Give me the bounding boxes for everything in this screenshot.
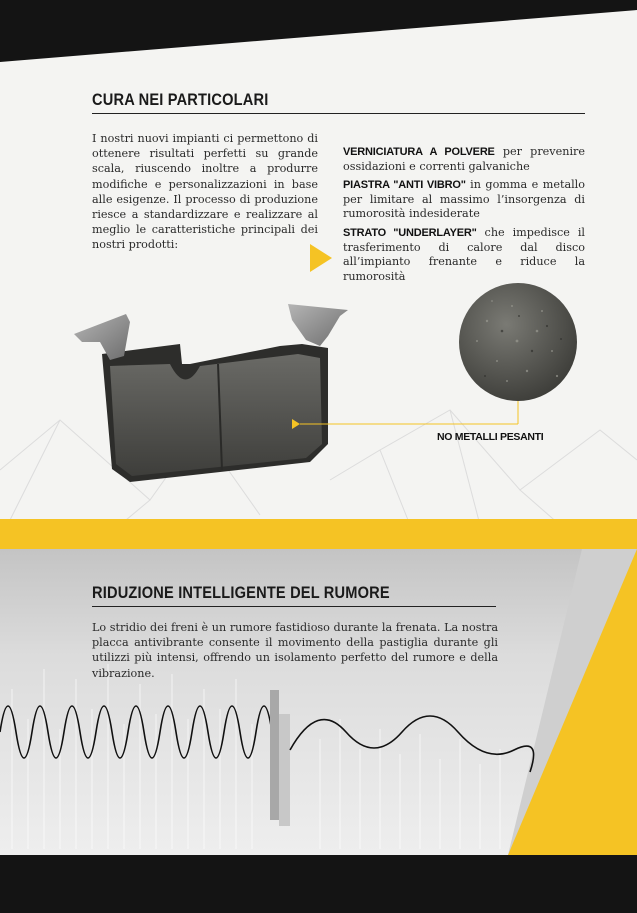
low-frequency-wave	[290, 716, 534, 772]
sound-wave-illustration	[0, 690, 560, 830]
high-frequency-wave	[0, 706, 272, 758]
section2-title: RIDUZIONE INTELLIGENTE DEL RUMORE	[92, 583, 390, 602]
feature-powder-coating	[343, 145, 585, 174]
feature-label: STRATO "UNDERLAYER"	[343, 226, 477, 239]
feature-text: per prevenire ossidazioni e correnti galvaniche	[343, 145, 585, 173]
feature-underlayer	[343, 226, 585, 284]
bottom-dark-band	[0, 855, 637, 913]
antivibration-plate-layer	[279, 714, 290, 826]
callout-label: NO METALLI PESANTI	[437, 431, 544, 443]
yellow-band	[0, 519, 637, 549]
feature-anti-vibro	[343, 178, 585, 222]
feature-text: che impedisce il trasferimento di calore dal disco all’impianto frenante e riduce la rumorosità	[343, 225, 585, 283]
feature-text: in gomma e metallo per limitare al massimo l’insorgenza di rumorosità indesiderate	[343, 178, 586, 221]
section1-title: CURA NEI PARTICOLARI	[92, 90, 269, 109]
top-dark-band	[0, 0, 637, 70]
pointer-arrow-icon	[310, 244, 334, 272]
feature-list	[343, 145, 585, 288]
section2-title-rule	[92, 606, 496, 607]
section1-intro: I nostri nuovi impianti ci permettono di ottenere risultati perfetti su grande scala, riuscendo inoltre a produrre modifiche e personalizzazioni in base alle esigenze. Il processo di produzione riesce a standardizzare e realizzare al meglio le caratteristiche principali dei nostri prodotti:	[92, 132, 318, 252]
friction-material-closeup	[457, 281, 579, 403]
section2-body: Lo stridio dei freni è un rumore fastidioso durante la frenata. La nostra placca antivibrante consente il movimento della pastiglia durante gli utilizzi più intensi, offrendo un isolamento perfetto del rumore e della vibrazione.	[92, 621, 498, 680]
antivibration-plate	[270, 690, 279, 820]
feature-label: VERNICIATURA A POLVERE	[343, 146, 495, 158]
section1-title-rule	[92, 113, 585, 114]
feature-label: PIASTRA "ANTI VIBRO"	[343, 179, 466, 192]
